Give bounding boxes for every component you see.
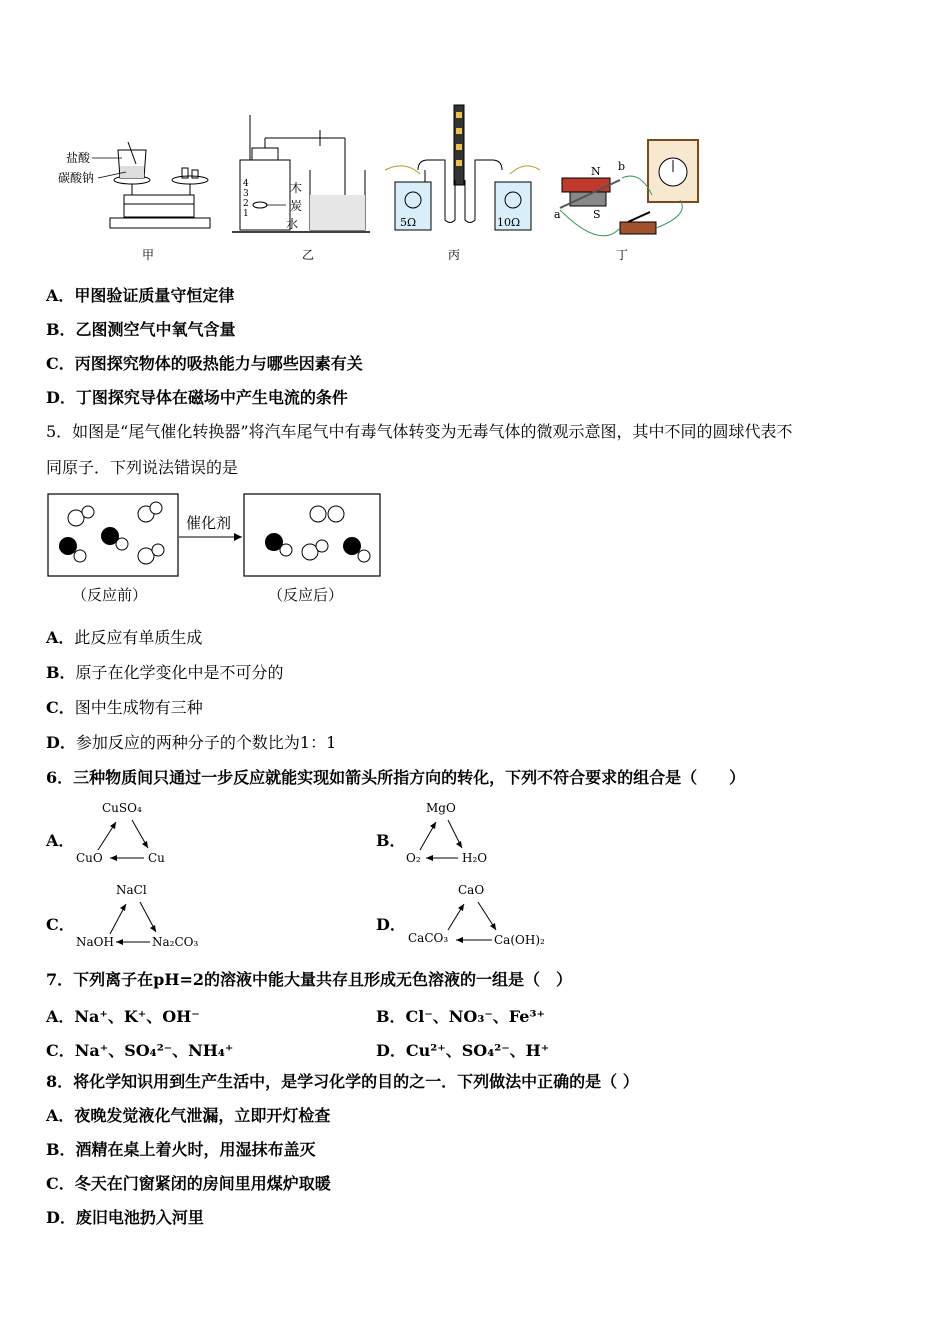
q8-option-d: D．废旧电池扔入河里 (46, 1208, 204, 1227)
q7-option-a: A．Na⁺、K⁺、OH⁻ (46, 1007, 200, 1026)
node-left: CaCO₃ (408, 931, 449, 945)
node-right: Cu (148, 851, 165, 865)
label-a: a (554, 208, 561, 221)
q8-option-b: B．酒精在桌上着火时，用湿抹布盖灭 (46, 1140, 316, 1159)
node-right: H₂O (462, 851, 488, 865)
balance-figure (58, 142, 210, 228)
q5-stem-line2: 同原子．下列说法错误的是 (46, 458, 239, 477)
node-right: Na₂CO₃ (152, 935, 199, 949)
node-left: NaOH (76, 935, 114, 949)
after-label: （反应后） (268, 586, 344, 604)
q5-option-c: C．图中生成物有三种 (46, 698, 203, 717)
q4-option-d: D．丁图探究导体在磁场中产生电流的条件 (46, 388, 348, 407)
q6-option-d-triangle (402, 880, 552, 954)
scale-2: 2 (243, 199, 249, 209)
label-south: S (593, 208, 601, 221)
node-left: CuO (76, 851, 103, 865)
experiment-figure (40, 100, 720, 265)
q5-option-a: A．此反应有单质生成 (46, 628, 203, 647)
reaction-diagram (46, 492, 386, 608)
catalyst-label: 催化剂 (186, 514, 232, 532)
q4-option-b: B．乙图测空气中氧气含量 (46, 320, 236, 339)
node-top: NaCl (116, 883, 147, 897)
q4-option-c: C．丙图探究物体的吸热能力与哪些因素有关 (46, 354, 363, 373)
q5-option-b: B．原子在化学变化中是不可分的 (46, 663, 284, 682)
node-right: Ca(OH)₂ (494, 933, 545, 947)
q7-option-b: B．Cl⁻、NO₃⁻、Fe³⁺ (376, 1007, 545, 1026)
q6-option-b-triangle (400, 798, 510, 870)
q6-option-a-triangle (70, 798, 180, 870)
q7-option-c: C．Na⁺、SO₄²⁻、NH₄⁺ (46, 1041, 234, 1060)
oxygen-apparatus-figure (232, 115, 370, 232)
caption-yi: 乙 (301, 248, 314, 262)
node-top: CuSO₄ (102, 801, 142, 815)
label-resistor-10: 10Ω (497, 216, 521, 229)
label-charcoal-1: 木 (290, 181, 303, 195)
q5-option-d: D．参加反应的两种分子的个数比为1：1 (46, 733, 337, 752)
label-north: N (591, 165, 601, 178)
label-resistor-5: 5Ω (400, 216, 417, 229)
u-tube-figure (385, 105, 540, 230)
q6-option-a-letter: A． (46, 831, 75, 850)
q7-stem: 7．下列离子在pH=2的溶液中能大量共存且形成无色溶液的一组是（ ） (46, 970, 572, 989)
q8-stem: 8．将化学知识用到生产生活中，是学习化学的目的之一．下列做法中正确的是（ ） (46, 1072, 639, 1091)
q8-option-a: A．夜晚发觉液化气泄漏，立即开灯检查 (46, 1106, 331, 1125)
label-water: 水 (286, 217, 299, 231)
node-top: CaO (458, 883, 485, 897)
q6-option-d-letter: D． (376, 915, 406, 934)
label-charcoal-2: 炭 (290, 199, 303, 213)
q6-option-c-letter: C． (46, 915, 75, 934)
label-sodium-carbonate: 碳酸钠 (58, 171, 95, 185)
before-label: （反应前） (72, 586, 148, 604)
induction-figure (554, 140, 698, 236)
caption-ding: 丁 (615, 248, 628, 262)
node-left: O₂ (406, 851, 421, 865)
scale-4: 4 (243, 179, 249, 189)
q5-stem-line1: 5．如图是“尾气催化转换器”将汽车尾气中有毒气体转变为无毒气体的微观示意图，其中不同的圆球代表不 (46, 422, 793, 441)
label-hydrochloric-acid: 盐酸 (66, 151, 91, 165)
scale-1: 1 (243, 209, 249, 219)
caption-jia: 甲 (141, 248, 154, 262)
scale-3: 3 (243, 189, 249, 199)
q4-option-a: A．甲图验证质量守恒定律 (46, 286, 235, 305)
q8-option-c: C．冬天在门窗紧闭的房间里用煤炉取暖 (46, 1174, 331, 1193)
caption-bing: 丙 (447, 248, 460, 262)
node-top: MgO (426, 801, 456, 815)
q6-option-b-letter: B． (376, 831, 406, 850)
q7-option-d: D．Cu²⁺、SO₄²⁻、H⁺ (376, 1041, 550, 1060)
label-b: b (618, 160, 626, 173)
q6-option-c-triangle (70, 880, 210, 954)
q6-stem: 6．三种物质间只通过一步反应就能实现如箭头所指方向的转化，下列不符合要求的组合是（ ） (46, 768, 746, 787)
